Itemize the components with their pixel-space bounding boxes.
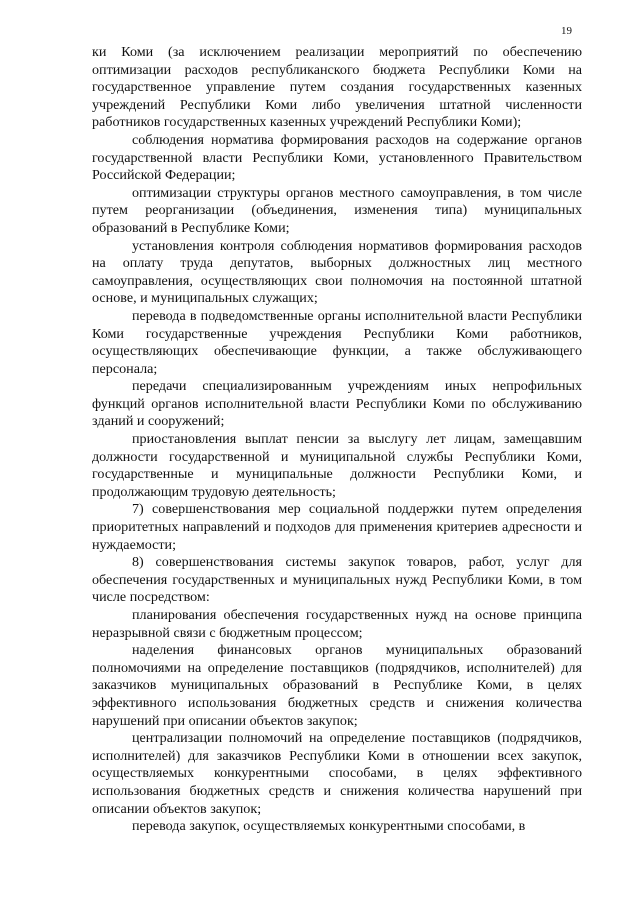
paragraph: оптимизации структуры органов местного самоуправления, в том числе путем реорганизации (объединения, изменения типа) муниципальных образований в Республике Коми; (92, 184, 582, 236)
paragraph: передачи специализированным учреждениям иных непрофильных функций органов исполнительной власти Республики Коми по обслуживанию зданий и сооружений; (92, 378, 582, 430)
paragraph: приостановления выплат пенсии за выслугу лет лицам, замещавшим должности государственной и муниципальной службы Республики Коми, государственные и муниципальные должности Республики Коми, и продолжающим трудовую деятельность; (92, 431, 582, 500)
document-body (92, 44, 582, 836)
paragraph: ки Коми (за исключением реализации мероприятий по обеспечению оптимизации расходов республиканского бюджета Республики Коми на государственное управление путем создания государственных казенных учреждений Республики Коми либо увеличения штатной численности работников государственных казенных учреждений Республики Коми); (92, 44, 582, 131)
page-number: 19 (561, 25, 572, 37)
paragraph: 8) совершенствования системы закупок товаров, работ, услуг для обеспечения государственных и муниципальных нужд Республики Коми, в том числе посредством: (92, 554, 582, 606)
paragraph: централизации полномочий на определение поставщиков (подрядчиков, исполнителей) для заказчиков Республики Коми в отношении всех закупок, осуществляемых конкурентными способами, в целях эффективного использования бюджетных средств и снижения количества нарушений при описании объектов закупок; (92, 730, 582, 817)
paragraph: установления контроля соблюдения нормативов формирования расходов на оплату труда депутатов, выборных должностных лиц местного самоуправления, осуществляющих свои полномочия на постоянной штатной основе, и муниципальных служащих; (92, 237, 582, 307)
paragraph: наделения финансовых органов муниципальных образований полномочиями на определение поставщиков (подрядчиков, исполнителей) для заказчиков муниципальных образований в Республике Коми, в целях эффективного использования бюджетных средств и снижения количества нарушений при описании объектов закупок; (92, 642, 582, 729)
paragraph: планирования обеспечения государственных нужд на основе принципа неразрывной связи с бюджетным процессом; (92, 607, 582, 641)
paragraph: перевода в подведомственные органы исполнительной власти Республики Коми государственные учреждения Республики Коми работников, осуществляющих обеспечивающие функции, а также обслуживающего персонала; (92, 307, 582, 377)
paragraph: соблюдения норматива формирования расходов на содержание органов государственной власти Республики Коми, установленного Правительством Российской Федерации; (92, 131, 582, 184)
paragraph: 7) совершенствования мер социальной поддержки путем определения приоритетных направлений и подходов для применения критериев адресности и нуждаемости; (92, 501, 582, 553)
paragraph: перевода закупок, осуществляемых конкурентными способами, в (132, 818, 526, 835)
